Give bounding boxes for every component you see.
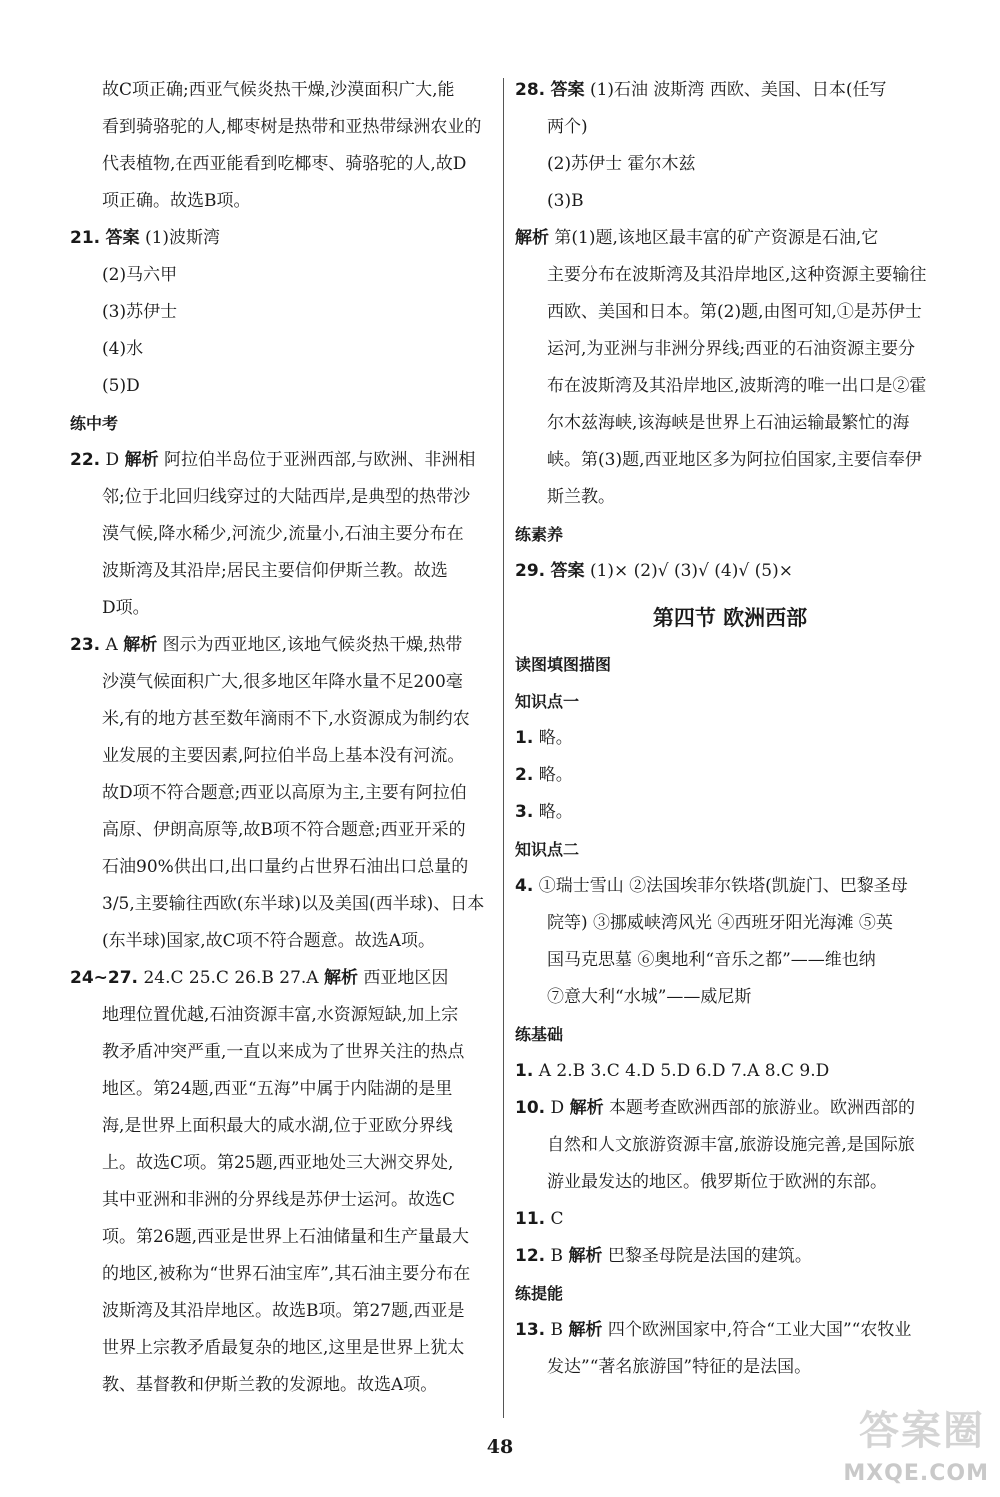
text-line: 波斯湾及其沿岸地区。故选B项。第27题,西亚是 (102, 1301, 465, 1321)
answer-text: B (550, 1320, 564, 1340)
watermark-logo-text: 答案圈 (859, 1408, 985, 1454)
text-line: 发达”“著名旅游国”特征的是法国。 (547, 1357, 812, 1377)
answer-text: A (105, 635, 118, 655)
question-number: 23. (70, 635, 101, 655)
text-line: D项。 (102, 598, 150, 618)
answer-subline: (2)苏伊士 霍尔木兹 (547, 154, 696, 174)
answer-text: D (105, 450, 120, 470)
question-number: 12. (515, 1246, 546, 1266)
text-line: 斯兰教。 (547, 487, 615, 507)
analysis-text: 巴黎圣母院是法国的建筑。 (607, 1246, 812, 1266)
question-number: 29. (515, 561, 546, 581)
question-number: 2. (515, 765, 534, 785)
question-item (515, 794, 945, 831)
question-item (515, 757, 945, 794)
text-line: 石油90%供出口,出口量约占世界石油出口总量的 (102, 857, 469, 877)
question-number: 13. (515, 1320, 546, 1340)
left-column (70, 72, 490, 1404)
text-line: 西欧、美国和日本。第(2)题,由图可知,①是苏伊士 (547, 302, 922, 322)
text-line: 高原、伊朗高原等,故B项不符合题意;西亚开采的 (102, 820, 466, 840)
question-number: 22. (70, 450, 101, 470)
text-line: 沙漠气候面积广大,很多地区年降水量不足200毫 (102, 672, 463, 692)
text-line: 米,有的地方甚至数年滴雨不下,水资源成为制约农 (102, 709, 470, 729)
text-line: 业发展的主要因素,阿拉伯半岛上基本没有河流。 (102, 746, 465, 766)
question-number: 1. (515, 728, 534, 748)
analysis-keyword: 解析 (123, 635, 158, 655)
section-heading: 练提能 (515, 1284, 564, 1303)
text-line: 漠气候,降水稀少,河流少,流量小,石油主要分布在 (102, 524, 464, 544)
text-line: 的地区,被称为“世界石油宝库”,其石油主要分布在 (102, 1264, 471, 1284)
question-item (515, 868, 945, 905)
right-column (515, 72, 945, 1386)
question-item (70, 442, 490, 479)
section-heading: 练素养 (515, 525, 564, 544)
text-line: 看到骑骆驼的人,椰枣树是热带和亚热带绿洲农业的 (102, 117, 482, 137)
answer-text: 24.C 25.C 26.B 27.A (143, 968, 319, 988)
answer-subline: (3)苏伊士 (102, 302, 178, 322)
section-heading: 练基础 (515, 1025, 564, 1044)
question-item (515, 1053, 945, 1090)
question-number: 21. (70, 228, 101, 248)
text-line: 自然和人文旅游资源丰富,旅游设施完善,是国际旅 (547, 1135, 915, 1155)
page-number: 48 (486, 1436, 514, 1458)
answer-text: (1)× (2)√ (3)√ (4)√ (5)× (589, 561, 793, 581)
text-line: 3/5,主要输往西欧(东半球)以及美国(西半球)、日本 (102, 894, 485, 914)
text-line: 运河,为亚洲与非洲分界线;西亚的石油资源主要分 (547, 339, 916, 359)
answer-text: C (550, 1209, 564, 1229)
text-line: 国马克思墓 ⑥奥地利“音乐之都”——维也纳 (547, 950, 876, 970)
text-line: ⑦意大利“水城”——威尼斯 (547, 987, 752, 1007)
section-heading: 知识点一 (515, 692, 580, 711)
answer-text: D (550, 1098, 565, 1118)
text-line: (东半球)国家,故C项不符合题意。故选A项。 (102, 931, 435, 951)
answer-text: ①瑞士雪山 ②法国埃菲尔铁塔(凯旋门、巴黎圣母 (538, 876, 908, 896)
text-line: 地区。第24题,西亚“五海”中属于内陆湖的是里 (102, 1079, 453, 1099)
text-line: 地理位置优越,石油资源丰富,水资源短缺,加上宗 (102, 1005, 459, 1025)
answer-text: 略。 (538, 765, 573, 785)
question-item (70, 220, 490, 257)
question-item (515, 1238, 945, 1275)
watermark-url: MXQE.COM (843, 1461, 989, 1486)
text-line: 教、基督教和伊斯兰教的发源地。故选A项。 (102, 1375, 438, 1395)
analysis-keyword: 解析 (323, 968, 358, 988)
text-line: 尔木兹海峡,该海峡是世界上石油运输最繁忙的海 (547, 413, 910, 433)
answer-text: (1)石油 波斯湾 西欧、美国、日本(任写 (589, 80, 887, 100)
text-line: 故D项不符合题意;西亚以高原为主,主要有阿拉伯 (102, 783, 467, 803)
answer-text: 略。 (538, 728, 573, 748)
question-item (515, 553, 945, 590)
text-line: 游业最发达的地区。俄罗斯位于欧洲的东部。 (547, 1172, 887, 1192)
answer-text: A 2.B 3.C 4.D 5.D 6.D 7.A 8.C 9.D (538, 1061, 830, 1081)
answer-text: 略。 (538, 802, 573, 822)
question-number: 11. (515, 1209, 546, 1229)
text-line: 主要分布在波斯湾及其沿岸地区,这种资源主要输往 (547, 265, 927, 285)
text-line: 两个) (547, 117, 588, 137)
text-line: 峡。第(3)题,西亚地区多为阿拉伯国家,主要信奉伊 (547, 450, 922, 470)
text-line: 教矛盾冲突严重,一直以来成为了世界关注的热点 (102, 1042, 465, 1062)
answer-keyword: 答案 (550, 561, 585, 581)
text-line: 海,是世界上面积最大的咸水湖,位于亚欧分界线 (102, 1116, 453, 1136)
question-item (70, 960, 490, 997)
text-line: 波斯湾及其沿岸;居民主要信仰伊斯兰教。故选 (102, 561, 448, 581)
answer-text: 第(1)题,该地区最丰富的矿产资源是石油,它 (554, 228, 879, 248)
text-line: 院等) ③挪威峡湾风光 ④西班牙阳光海滩 ⑤英 (547, 913, 893, 933)
question-number: 24~27. (70, 968, 139, 988)
analysis-text: 阿拉伯半岛位于亚洲西部,与欧洲、非洲相 (163, 450, 476, 470)
analysis-keyword: 解析 (569, 1098, 604, 1118)
text-line: 故C项正确;西亚气候炎热干燥,沙漠面积广大,能 (102, 80, 455, 100)
answer-keyword: 答案 (550, 80, 585, 100)
answer-subline: (2)马六甲 (102, 265, 178, 285)
answer-subline: (4)水 (102, 339, 144, 359)
answer-keyword: 解析 (515, 228, 549, 248)
question-item (515, 1090, 945, 1127)
text-line: 邻;位于北回归线穿过的大陆西岸,是典型的热带沙 (102, 487, 471, 507)
text-line: 布在波斯湾及其沿岸地区,波斯湾的唯一出口是②霍 (547, 376, 927, 396)
section-title: 第四节 欧洲西部 (652, 606, 808, 630)
analysis-text: 西亚地区因 (363, 968, 449, 988)
section-heading: 读图填图描图 (515, 655, 612, 674)
question-number: 1. (515, 1061, 534, 1081)
column-divider (503, 78, 504, 1418)
question-number: 28. (515, 80, 546, 100)
question-number: 10. (515, 1098, 546, 1118)
section-heading: 知识点二 (515, 840, 580, 859)
analysis-keyword: 解析 (568, 1246, 603, 1266)
watermark-logo (800, 1395, 995, 1490)
text-line: 上。故选C项。第25题,西亚地处三大洲交界处, (102, 1153, 454, 1173)
answer-subline: (5)D (102, 376, 140, 396)
analysis-keyword: 解析 (124, 450, 159, 470)
question-item (515, 72, 945, 109)
text-line: 项。第26题,西亚是世界上石油储量和生产量最大 (102, 1227, 470, 1247)
text-line: 代表植物,在西亚能看到吃椰枣、骑骆驼的人,故D (102, 154, 467, 174)
question-item (515, 220, 945, 257)
question-item (515, 1312, 945, 1349)
analysis-text: 本题考查欧洲西部的旅游业。欧洲西部的 (608, 1098, 915, 1118)
question-item (515, 1201, 945, 1238)
analysis-text: 图示为西亚地区,该地气候炎热干燥,热带 (162, 635, 463, 655)
question-item (515, 720, 945, 757)
question-number: 3. (515, 802, 534, 822)
text-line: 其中亚洲和非洲的分界线是苏伊士运河。故选C (102, 1190, 456, 1210)
answer-subline: (3)B (547, 191, 584, 211)
answer-keyword: 答案 (105, 228, 140, 248)
answer-text: (1)波斯湾 (144, 228, 221, 248)
analysis-text: 四个欧洲国家中,符合“工业大国”“农牧业 (607, 1320, 912, 1340)
question-item (70, 627, 490, 664)
analysis-keyword: 解析 (568, 1320, 603, 1340)
section-heading: 练中考 (70, 414, 119, 433)
answer-text: B (550, 1246, 564, 1266)
text-line: 世界上宗教矛盾最复杂的地区,这里是世界上犹太 (102, 1338, 465, 1358)
text-line: 项正确。故选B项。 (102, 191, 251, 211)
question-number: 4. (515, 876, 534, 896)
